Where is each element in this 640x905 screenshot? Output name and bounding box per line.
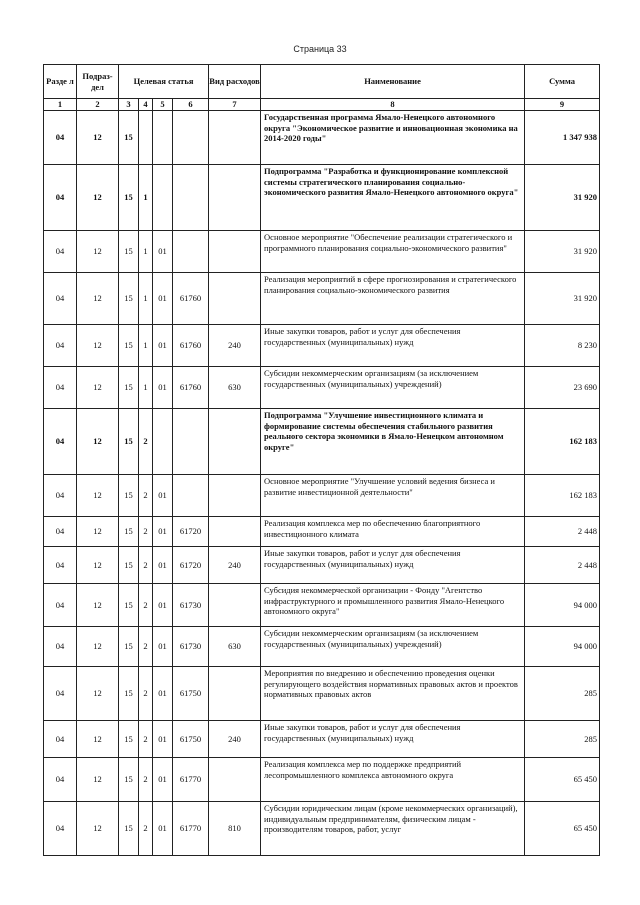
razdel-cell: 04 bbox=[44, 721, 77, 758]
column-number: 1 bbox=[44, 99, 77, 111]
razdel-cell: 04 bbox=[44, 758, 77, 802]
target-code-cell: 01 bbox=[153, 802, 173, 856]
razdel-cell: 04 bbox=[44, 627, 77, 667]
target-code-cell bbox=[153, 409, 173, 475]
name-cell: Основное мероприятие "Улучшение условий ведения бизнеса и развитие инвестиционной деятельности" bbox=[261, 475, 525, 517]
sum-cell: 31 920 bbox=[525, 231, 600, 273]
name-cell: Иные закупки товаров, работ и услуг для обеспечения государственных (муниципальных) нужд bbox=[261, 721, 525, 758]
target-code-cell bbox=[153, 165, 173, 231]
target-code-cell: 15 bbox=[119, 409, 139, 475]
sum-cell: 65 450 bbox=[525, 758, 600, 802]
header-sum: Сумма bbox=[525, 65, 600, 99]
column-number: 2 bbox=[77, 99, 119, 111]
column-numbers-row bbox=[44, 99, 600, 111]
target-code-cell: 2 bbox=[139, 627, 153, 667]
target-code-cell: 15 bbox=[119, 517, 139, 547]
target-code-cell: 15 bbox=[119, 273, 139, 325]
podrazdel-cell: 12 bbox=[77, 517, 119, 547]
razdel-cell: 04 bbox=[44, 325, 77, 367]
target-code-cell: 61720 bbox=[173, 517, 209, 547]
target-code-cell: 2 bbox=[139, 475, 153, 517]
vid-cell bbox=[209, 409, 261, 475]
target-code-cell: 01 bbox=[153, 667, 173, 721]
target-code-cell: 61730 bbox=[173, 627, 209, 667]
sum-cell: 2 448 bbox=[525, 517, 600, 547]
target-code-cell bbox=[173, 165, 209, 231]
name-cell: Реализация комплекса мер по поддержке предприятий лесопромышленного комплекса автономного округа bbox=[261, 758, 525, 802]
target-code-cell: 15 bbox=[119, 721, 139, 758]
table-row bbox=[44, 758, 600, 802]
vid-cell bbox=[209, 517, 261, 547]
sum-cell: 285 bbox=[525, 667, 600, 721]
name-cell: Мероприятия по внедрению и обеспечению проведения оценки регулирующего воздействия нормативных правовых актов и проектов нормативных правовых актов bbox=[261, 667, 525, 721]
target-code-cell: 61750 bbox=[173, 667, 209, 721]
target-code-cell: 15 bbox=[119, 547, 139, 584]
razdel-cell: 04 bbox=[44, 367, 77, 409]
page-label: Страница 33 bbox=[293, 44, 347, 54]
target-code-cell bbox=[173, 111, 209, 165]
vid-cell bbox=[209, 758, 261, 802]
podrazdel-cell: 12 bbox=[77, 547, 119, 584]
target-code-cell: 01 bbox=[153, 721, 173, 758]
vid-cell: 630 bbox=[209, 367, 261, 409]
target-code-cell: 2 bbox=[139, 802, 153, 856]
sum-cell: 1 347 938 bbox=[525, 111, 600, 165]
target-code-cell: 61760 bbox=[173, 367, 209, 409]
podrazdel-cell: 12 bbox=[77, 231, 119, 273]
table-row bbox=[44, 367, 600, 409]
target-code-cell: 01 bbox=[153, 758, 173, 802]
target-code-cell bbox=[173, 231, 209, 273]
target-code-cell: 2 bbox=[139, 517, 153, 547]
target-code-cell: 15 bbox=[119, 111, 139, 165]
sum-cell: 162 183 bbox=[525, 475, 600, 517]
table-row bbox=[44, 627, 600, 667]
target-code-cell: 15 bbox=[119, 584, 139, 627]
column-number: 7 bbox=[209, 99, 261, 111]
target-code-cell: 01 bbox=[153, 325, 173, 367]
vid-cell bbox=[209, 475, 261, 517]
target-code-cell: 01 bbox=[153, 517, 173, 547]
target-code-cell: 2 bbox=[139, 721, 153, 758]
name-cell: Реализация комплекса мер по обеспечению благоприятного инвестиционного климата bbox=[261, 517, 525, 547]
vid-cell bbox=[209, 231, 261, 273]
vid-cell: 240 bbox=[209, 325, 261, 367]
sum-cell: 8 230 bbox=[525, 325, 600, 367]
table-body bbox=[44, 111, 600, 856]
table-row bbox=[44, 667, 600, 721]
name-cell: Субсидия некоммерческой организации - Фонду "Агентство инфраструктурного и промышленного развития Ямало-Ненецкого автономного округа" bbox=[261, 584, 525, 627]
podrazdel-cell: 12 bbox=[77, 367, 119, 409]
column-number: 5 bbox=[153, 99, 173, 111]
target-code-cell: 2 bbox=[139, 547, 153, 584]
column-number: 4 bbox=[139, 99, 153, 111]
vid-cell bbox=[209, 111, 261, 165]
name-cell: Субсидии некоммерческим организациям (за исключением государственных (муниципальных) учреждений) bbox=[261, 367, 525, 409]
sum-cell: 162 183 bbox=[525, 409, 600, 475]
table-row bbox=[44, 517, 600, 547]
razdel-cell: 04 bbox=[44, 231, 77, 273]
name-cell: Иные закупки товаров, работ и услуг для обеспечения государственных (муниципальных) нужд bbox=[261, 325, 525, 367]
target-code-cell: 15 bbox=[119, 165, 139, 231]
target-code-cell: 15 bbox=[119, 627, 139, 667]
target-code-cell: 1 bbox=[139, 273, 153, 325]
target-code-cell: 15 bbox=[119, 758, 139, 802]
table-row bbox=[44, 721, 600, 758]
column-number: 9 bbox=[525, 99, 600, 111]
target-code-cell: 61770 bbox=[173, 758, 209, 802]
table-row bbox=[44, 409, 600, 475]
target-code-cell: 1 bbox=[139, 325, 153, 367]
target-code-cell bbox=[153, 111, 173, 165]
podrazdel-cell: 12 bbox=[77, 667, 119, 721]
table-row bbox=[44, 475, 600, 517]
podrazdel-cell: 12 bbox=[77, 802, 119, 856]
header-razdel: Разде л bbox=[44, 65, 77, 99]
target-code-cell: 2 bbox=[139, 758, 153, 802]
target-code-cell: 15 bbox=[119, 475, 139, 517]
target-code-cell: 2 bbox=[139, 584, 153, 627]
razdel-cell: 04 bbox=[44, 547, 77, 584]
razdel-cell: 04 bbox=[44, 584, 77, 627]
target-code-cell bbox=[139, 111, 153, 165]
target-code-cell: 01 bbox=[153, 475, 173, 517]
sum-cell: 285 bbox=[525, 721, 600, 758]
vid-cell bbox=[209, 584, 261, 627]
sum-cell: 94 000 bbox=[525, 584, 600, 627]
target-code-cell: 15 bbox=[119, 231, 139, 273]
podrazdel-cell: 12 bbox=[77, 627, 119, 667]
target-code-cell: 15 bbox=[119, 325, 139, 367]
sum-cell: 65 450 bbox=[525, 802, 600, 856]
vid-cell bbox=[209, 667, 261, 721]
table-row bbox=[44, 547, 600, 584]
vid-cell: 630 bbox=[209, 627, 261, 667]
target-code-cell: 15 bbox=[119, 367, 139, 409]
razdel-cell: 04 bbox=[44, 409, 77, 475]
target-code-cell bbox=[173, 409, 209, 475]
vid-cell bbox=[209, 273, 261, 325]
name-cell: Иные закупки товаров, работ и услуг для обеспечения государственных (муниципальных) нужд bbox=[261, 547, 525, 584]
target-code-cell: 1 bbox=[139, 367, 153, 409]
razdel-cell: 04 bbox=[44, 111, 77, 165]
target-code-cell: 2 bbox=[139, 667, 153, 721]
razdel-cell: 04 bbox=[44, 802, 77, 856]
vid-cell: 240 bbox=[209, 547, 261, 584]
header-row bbox=[44, 65, 600, 99]
target-code-cell: 61750 bbox=[173, 721, 209, 758]
podrazdel-cell: 12 bbox=[77, 111, 119, 165]
header-target: Целевая статья bbox=[119, 65, 209, 99]
target-code-cell: 01 bbox=[153, 627, 173, 667]
target-code-cell: 01 bbox=[153, 273, 173, 325]
target-code-cell: 1 bbox=[139, 231, 153, 273]
podrazdel-cell: 12 bbox=[77, 475, 119, 517]
vid-cell: 810 bbox=[209, 802, 261, 856]
target-code-cell: 15 bbox=[119, 802, 139, 856]
target-code-cell: 61770 bbox=[173, 802, 209, 856]
table-row bbox=[44, 111, 600, 165]
razdel-cell: 04 bbox=[44, 475, 77, 517]
target-code-cell: 61760 bbox=[173, 273, 209, 325]
header-name: Наименование bbox=[261, 65, 525, 99]
sum-cell: 23 690 bbox=[525, 367, 600, 409]
target-code-cell: 61760 bbox=[173, 325, 209, 367]
sum-cell: 94 000 bbox=[525, 627, 600, 667]
column-number: 8 bbox=[261, 99, 525, 111]
name-cell: Подпрограмма "Разработка и функционирование комплексной системы стратегического планирования социально-экономического развития Ямало-Ненецкого автономного округа" bbox=[261, 165, 525, 231]
sum-cell: 2 448 bbox=[525, 547, 600, 584]
table-row bbox=[44, 165, 600, 231]
column-number: 6 bbox=[173, 99, 209, 111]
razdel-cell: 04 bbox=[44, 667, 77, 721]
podrazdel-cell: 12 bbox=[77, 165, 119, 231]
razdel-cell: 04 bbox=[44, 165, 77, 231]
table-row bbox=[44, 584, 600, 627]
budget-table bbox=[43, 64, 600, 856]
sum-cell: 31 920 bbox=[525, 273, 600, 325]
name-cell: Подпрограмма "Улучшение инвестиционного климата и формирование системы обеспечения стабильного развития реального сектора экономики в Ямало-Ненецком автономном округе" bbox=[261, 409, 525, 475]
name-cell: Основное мероприятие "Обеспечение реализации стратегического и программного планирования социально-экономического развития" bbox=[261, 231, 525, 273]
razdel-cell: 04 bbox=[44, 517, 77, 547]
name-cell: Субсидии юридическим лицам (кроме некоммерческих организаций), индивидуальным предпринимателям, физическим лицам - производителям товаров, работ, услуг bbox=[261, 802, 525, 856]
vid-cell: 240 bbox=[209, 721, 261, 758]
header-vid: Вид расходов bbox=[209, 65, 261, 99]
target-code-cell: 1 bbox=[139, 165, 153, 231]
target-code-cell: 01 bbox=[153, 367, 173, 409]
name-cell: Государственная программа Ямало-Ненецкого автономного округа "Экономическое развитие и инновационная экономика на 2014-2020 годы" bbox=[261, 111, 525, 165]
target-code-cell: 15 bbox=[119, 667, 139, 721]
target-code-cell bbox=[173, 475, 209, 517]
podrazdel-cell: 12 bbox=[77, 584, 119, 627]
target-code-cell: 01 bbox=[153, 584, 173, 627]
table-row bbox=[44, 273, 600, 325]
table-row bbox=[44, 802, 600, 856]
table-row bbox=[44, 231, 600, 273]
razdel-cell: 04 bbox=[44, 273, 77, 325]
podrazdel-cell: 12 bbox=[77, 721, 119, 758]
header-podrazdel: Подраз- дел bbox=[77, 65, 119, 99]
table-row bbox=[44, 325, 600, 367]
name-cell: Субсидии некоммерческим организациям (за исключением государственных (муниципальных) учреждений) bbox=[261, 627, 525, 667]
vid-cell bbox=[209, 165, 261, 231]
podrazdel-cell: 12 bbox=[77, 758, 119, 802]
podrazdel-cell: 12 bbox=[77, 325, 119, 367]
column-number: 3 bbox=[119, 99, 139, 111]
podrazdel-cell: 12 bbox=[77, 409, 119, 475]
target-code-cell: 01 bbox=[153, 547, 173, 584]
name-cell: Реализация мероприятий в сфере прогнозирования и стратегического планирования социально-экономического развития bbox=[261, 273, 525, 325]
sum-cell: 31 920 bbox=[525, 165, 600, 231]
target-code-cell: 61730 bbox=[173, 584, 209, 627]
target-code-cell: 2 bbox=[139, 409, 153, 475]
target-code-cell: 01 bbox=[153, 231, 173, 273]
podrazdel-cell: 12 bbox=[77, 273, 119, 325]
target-code-cell: 61720 bbox=[173, 547, 209, 584]
